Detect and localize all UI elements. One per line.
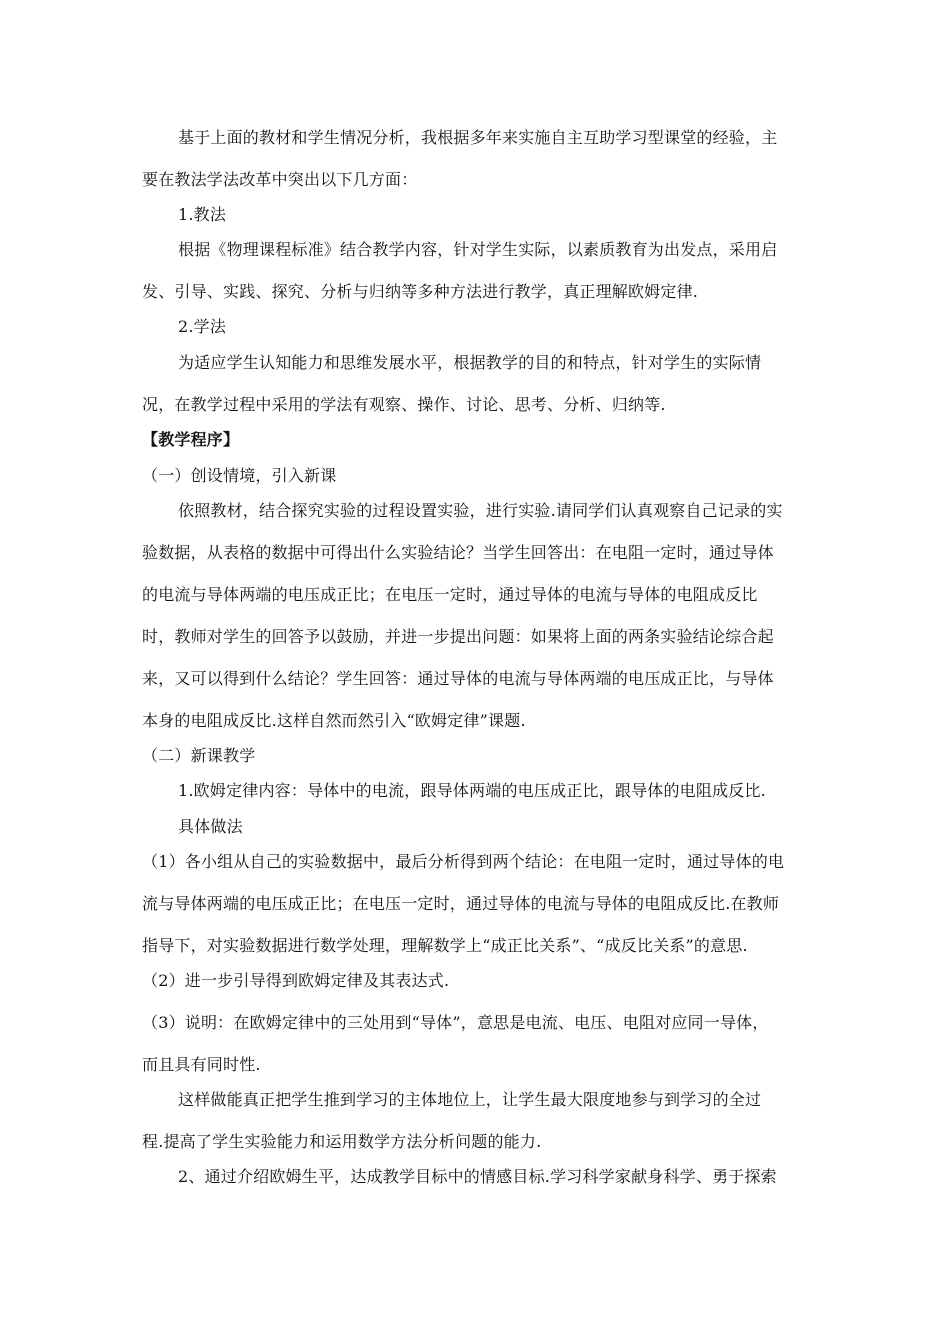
paragraph-line: 基于上面的教材和学生情况分析，我根据多年来实施自主互助学习型课堂的经验，主 <box>178 128 778 147</box>
paragraph-line: 的电流与导体两端的电压成正比；在电压一定时，通过导体的电流与导体的电阻成反比 <box>142 585 758 604</box>
list-item: （2）进一步引导得到欧姆定律及其表达式. <box>142 971 450 990</box>
paragraph-line: 2、通过介绍欧姆生平，达成教学目标中的情感目标.学习科学家献身科学、勇于探索 <box>178 1167 777 1186</box>
paragraph-line: 根据《物理课程标准》结合教学内容，针对学生实际，以素质教育为出发点，采用启 <box>178 240 778 259</box>
subsection-heading: （一）创设情境，引入新课 <box>142 466 337 485</box>
section-title-teaching-procedure: 【教学程序】 <box>142 430 240 449</box>
paragraph-line: 具体做法 <box>178 817 243 836</box>
paragraph-line: 为适应学生认知能力和思维发展水平，根据教学的目的和特点，针对学生的实际情 <box>178 353 762 372</box>
paragraph-line: 这样做能真正把学生推到学习的主体地位上，让学生最大限度地参与到学习的全过 <box>178 1090 762 1109</box>
paragraph-line: 况，在教学过程中采用的学法有观察、操作、讨论、思考、分析、归纳等. <box>142 395 666 414</box>
list-item: （3）说明：在欧姆定律中的三处用到“导体”，意思是电流、电压、电阻对应同一导体， <box>142 1013 769 1032</box>
paragraph-line: 本身的电阻成反比.这样自然而然引入“欧姆定律”课题. <box>142 711 526 730</box>
section-heading-teaching-method: 1.教法 <box>178 205 227 224</box>
paragraph-line: 程.提高了学生实验能力和运用数学方法分析问题的能力. <box>142 1132 542 1151</box>
paragraph-line: 发、引导、实践、探究、分析与归纳等多种方法进行教学，真正理解欧姆定律. <box>142 282 699 301</box>
paragraph-line: 而且具有同时性. <box>142 1055 261 1074</box>
paragraph-line: 时，教师对学生的回答予以鼓励，并进一步提出问题：如果将上面的两条实验结论综合起 <box>142 627 774 646</box>
paragraph-line: 要在教法学法改革中突出以下几方面： <box>142 170 418 189</box>
subsection-heading: （二）新课教学 <box>142 746 256 765</box>
list-item: （1）各小组从自己的实验数据中，最后分析得到两个结论：在电阻一定时，通过导体的电 <box>142 852 785 871</box>
section-heading-learning-method: 2.学法 <box>178 317 227 336</box>
paragraph-line: 流与导体两端的电压成正比；在电压一定时，通过导体的电流与导体的电阻成反比.在教师 <box>142 894 780 913</box>
paragraph-line: 依照教材，结合探究实验的过程设置实验，进行实验.请同学们认真观察自己记录的实 <box>178 501 783 520</box>
paragraph-line: 来，又可以得到什么结论？学生回答：通过导体的电流与导体两端的电压成正比，与导体 <box>142 669 774 688</box>
paragraph-line: 指导下，对实验数据进行数学处理，理解数学上“成正比关系”、“成反比关系”的意思. <box>142 936 748 955</box>
paragraph-line: 验数据，从表格的数据中可得出什么实验结论？当学生回答出：在电阻一定时，通过导体 <box>142 543 774 562</box>
paragraph-line: 1.欧姆定律内容：导体中的电流，跟导体两端的电压成正比，跟导体的电阻成反比. <box>178 781 766 800</box>
